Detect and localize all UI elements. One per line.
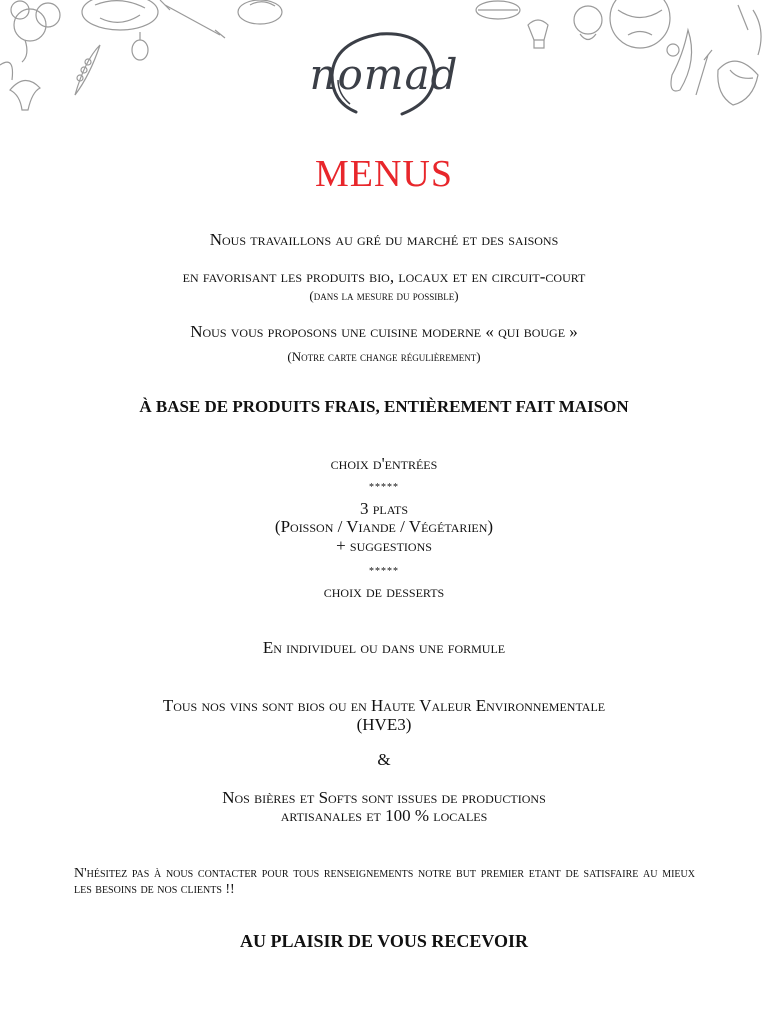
- formula-text: En individuel ou dans une formule: [262, 638, 506, 657]
- beers-line-1: Nos bières et Softs sont issues de productions: [222, 788, 546, 807]
- contact-paragraph: N'hésitez pas à nous contacter pour tous renseignements notre but premier etant de satisfaire au mieux les besoins de nos clients !!: [74, 866, 695, 898]
- menu-desserts: choix de desserts: [323, 582, 445, 601]
- closing-message: AU PLAISIR DE VOUS RECEVOIR: [240, 931, 528, 951]
- wines-line-1: Tous nos vins sont bios ou en Haute Valeur Environnementale: [162, 696, 606, 715]
- vegetable-sketch-right-decoration: [468, 0, 768, 115]
- logo-wordmark: nomad: [309, 50, 459, 99]
- beers-line-2: artisanales et 100 % locales: [280, 806, 488, 825]
- menu-mains: 3 plats: [359, 499, 409, 518]
- intro-line-market: Nous travaillons au gré du marché et des saisons: [209, 230, 559, 249]
- intro-line-modern-cuisine: Nous vous proposons une cuisine moderne « qui bouge »: [190, 322, 578, 341]
- homemade-highlight: À BASE DE PRODUITS FRAIS, ENTIÈREMENT FAIT MAISON: [139, 397, 629, 416]
- nomad-logo: [284, 28, 484, 118]
- wines-line-2: (HVE3): [356, 715, 412, 734]
- vegetable-sketch-left-decoration: [0, 0, 300, 125]
- menu-separator-2: *****: [369, 566, 399, 577]
- intro-note-possible: (dans la mesure du possible): [309, 288, 459, 303]
- page-title: MENUS: [314, 153, 454, 195]
- menu-mains-detail: (Poisson / Viande / Végétarien): [274, 517, 494, 536]
- menu-suggestions: + suggestions: [336, 536, 432, 555]
- intro-note-changing-menu: (Notre carte change régulièrement): [287, 349, 481, 364]
- menu-separator: *****: [369, 482, 399, 493]
- intro-line-local-products: en favorisant les produits bio, locaux et en circuit-court: [182, 267, 586, 286]
- menu-starters: choix d'entrées: [330, 454, 438, 473]
- ampersand: &: [377, 750, 391, 769]
